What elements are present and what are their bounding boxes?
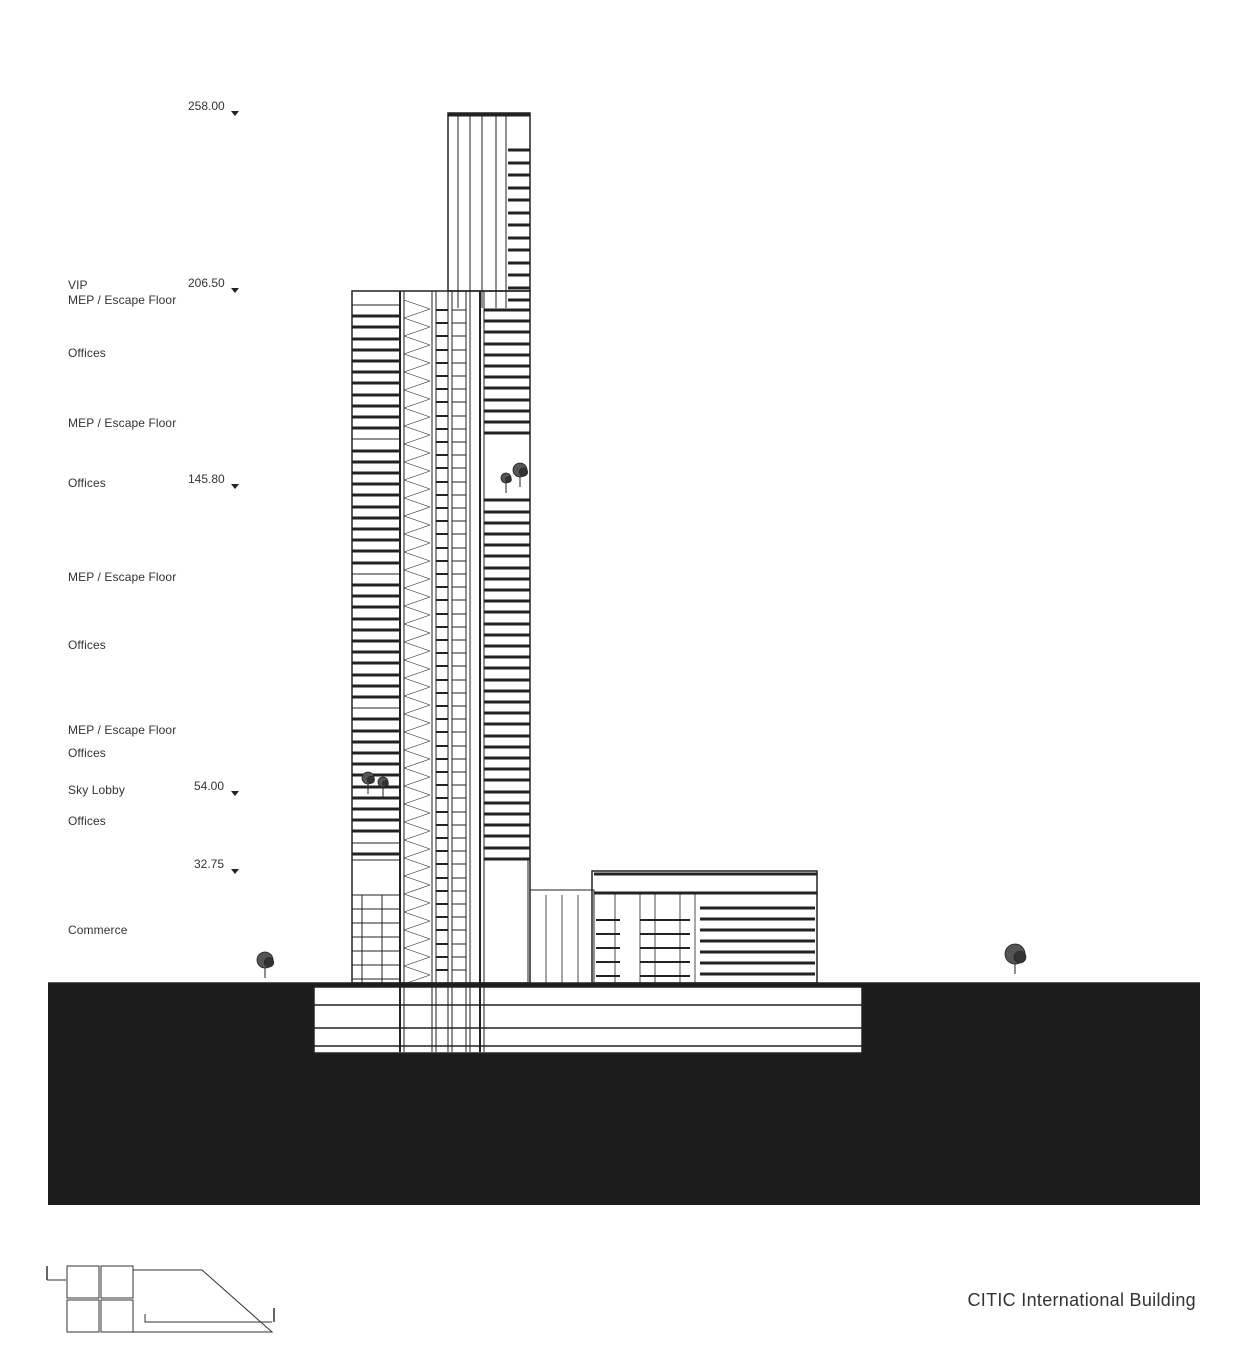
- floor-label-mep: MEP / Escape Floor: [68, 293, 177, 307]
- floor-label-mep: MEP / Escape Floor: [68, 416, 177, 430]
- floor-label-offices: Offices: [68, 638, 106, 652]
- floor-label-commerce: Commerce: [68, 923, 128, 937]
- floor-label-offices: Offices: [68, 746, 106, 760]
- annex-building: [592, 871, 817, 983]
- floor-label-mep: MEP / Escape Floor: [68, 570, 177, 584]
- floor-label-offices: Offices: [68, 814, 106, 828]
- floor-label-offices: Offices: [68, 476, 106, 490]
- basement: [314, 987, 862, 1053]
- elevation-206: 206.50: [188, 276, 225, 290]
- elevation-145: 145.80: [188, 472, 225, 486]
- elevation-258: 258.00: [188, 99, 225, 113]
- drawing-caption: CITIC International Building: [967, 1290, 1196, 1310]
- elevation-54: 54.00: [194, 779, 225, 793]
- floor-label-mep: MEP / Escape Floor: [68, 723, 177, 737]
- floor-label-sky-lobby: Sky Lobby: [68, 783, 125, 797]
- floor-label-vip: VIP: [68, 278, 88, 292]
- floor-label-offices: Offices: [68, 346, 106, 360]
- key-plan-icon: [44, 1262, 284, 1342]
- elevation-32: 32.75: [194, 857, 225, 871]
